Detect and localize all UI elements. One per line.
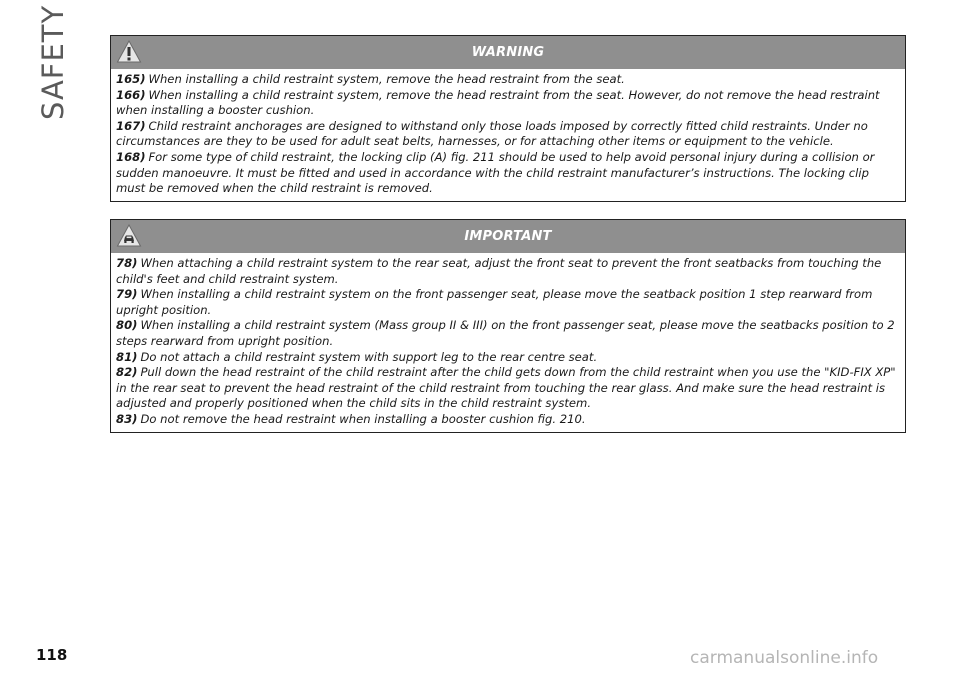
important-item	[116, 287, 899, 318]
item-text: When installing a child restraint system, remove the head restraint from the seat. However, do not remove the head restraint when installing a booster cushion.	[116, 87, 880, 118]
important-header	[111, 220, 905, 253]
important-title: IMPORTANT	[464, 229, 552, 244]
item-text: Pull down the head restraint of the child restraint after the child gets down from the child restraint when you use the "KID-FIX XP" in the rear seat to prevent the head restraint of the child restraint from touching the rear glass. And make sure the head restraint is adjusted and properly positioned when the child sits in the child restraint system.	[116, 365, 896, 411]
page-number: 118	[36, 646, 68, 664]
item-text: When installing a child restraint system (Mass group II & III) on the front passenger seat, please move the seatbacks position to 2 steps rearward from upright position.	[116, 318, 895, 348]
item-number: 79)	[116, 287, 138, 302]
item-text: When attaching a child restraint system to the rear seat, adjust the front seat to prevent the front seatbacks from touching the child's feet and child restraint system.	[116, 256, 882, 286]
item-number: 83)	[116, 411, 138, 426]
item-text: When installing a child restraint system, remove the head restraint from the seat.	[148, 72, 625, 86]
item-text: For some type of child restraint, the locking clip (A) fig. 211 should be used to help avoid personal injury during a collision or sudden manoeuvre. It must be fitted and used in accordance with the child restraint manufacturer’s instructions. The locking clip must be removed when the child restraint is removed.	[116, 149, 875, 196]
item-number: 80)	[116, 318, 138, 333]
item-number: 166)	[116, 87, 146, 102]
warning-header	[111, 36, 905, 69]
warning-item	[116, 119, 899, 150]
item-number: 165)	[116, 72, 146, 86]
item-number: 168)	[116, 149, 146, 164]
watermark: carmanualsonline.info	[690, 648, 879, 668]
item-text: Child restraint anchorages are designed to withstand only those loads imposed by correctly fitted child restraints. Under no circumstances are they to be used for adult seat belts, harnesses, or for attaching other items or equipment to the vehicle.	[116, 118, 868, 149]
important-item	[116, 256, 899, 287]
important-item	[116, 318, 899, 349]
warning-item	[116, 72, 899, 88]
important-item	[116, 365, 899, 412]
warning-title: WARNING	[471, 45, 545, 60]
exclamation-warning-icon	[116, 39, 142, 65]
item-text: When installing a child restraint system on the front passenger seat, please move the seatback position 1 step rearward from upright position.	[116, 287, 873, 317]
item-number: 82)	[116, 365, 138, 380]
important-item	[116, 412, 899, 428]
item-text: Do not remove the head restraint when installing a booster cushion fig. 210.	[140, 411, 586, 426]
important-item	[116, 350, 899, 366]
item-number: 78)	[116, 256, 138, 270]
warning-box	[110, 35, 906, 202]
item-text: Do not attach a child restraint system with support leg to the rear centre seat.	[140, 349, 598, 364]
warning-body	[111, 69, 905, 201]
item-number: 167)	[116, 118, 146, 133]
important-box	[110, 219, 906, 433]
important-body	[111, 253, 905, 432]
warning-item	[116, 88, 899, 119]
item-number: 81)	[116, 349, 138, 364]
section-title: SAFETY	[36, 4, 70, 120]
car-warning-icon	[116, 223, 142, 249]
warning-item	[116, 150, 899, 197]
